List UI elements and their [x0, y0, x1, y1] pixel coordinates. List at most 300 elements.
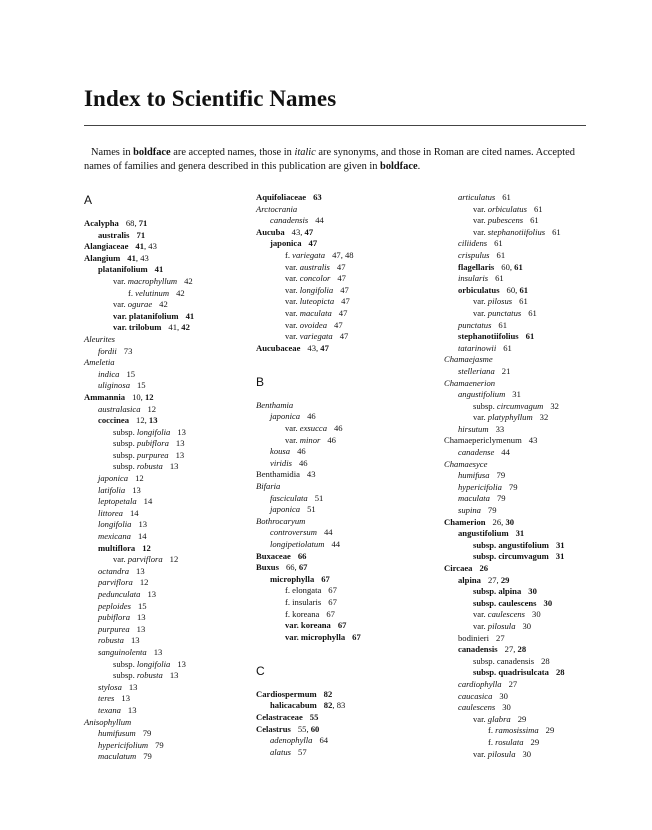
page-numbers: 66, 67 — [285, 562, 308, 573]
index-entry — [84, 740, 274, 752]
entry-name: flagellaris — [458, 261, 495, 272]
index-entry — [84, 218, 274, 230]
index-entry — [84, 230, 274, 242]
entry-name — [128, 288, 169, 298]
intro-text: . — [417, 160, 421, 172]
index-entry — [444, 215, 634, 227]
page-number: 67 — [321, 573, 330, 584]
rank-prefix: var. — [285, 331, 300, 342]
entry-name: longifolia — [98, 519, 132, 530]
index-entry — [256, 724, 446, 736]
page-number: 42 — [181, 322, 190, 333]
entry-name — [473, 714, 511, 724]
epithet: ogurae — [127, 299, 153, 310]
index-entry — [444, 459, 634, 471]
index-entry — [256, 400, 446, 412]
page-numbers — [170, 554, 179, 564]
page-numbers — [495, 273, 504, 283]
entry-name: controversum — [270, 527, 317, 538]
entry-name: Cardiospermum — [256, 688, 317, 699]
page-number: 44 — [315, 215, 324, 226]
page-numbers — [529, 435, 538, 445]
page-numbers — [502, 192, 511, 202]
page-numbers — [556, 551, 565, 561]
index-entry — [256, 620, 446, 632]
index-entry — [444, 424, 634, 436]
page-numbers: 10, 12 — [132, 391, 154, 402]
page-numbers — [324, 689, 333, 699]
entry-name: platanifolium — [98, 264, 148, 275]
rank-prefix: var. — [113, 554, 128, 565]
entry-name: Chamaepericlymenum — [444, 435, 522, 446]
index-entry — [444, 575, 634, 587]
page-number: 55 — [297, 723, 307, 734]
page-number: 47 — [339, 331, 349, 342]
entry-name — [285, 285, 333, 295]
entry-name: robusta — [98, 635, 124, 646]
rank-prefix: f. — [285, 249, 293, 260]
rank-prefix: var. — [285, 423, 300, 433]
entry-name — [473, 621, 516, 631]
rank-prefix: subsp. — [113, 449, 137, 460]
entry-name — [285, 262, 330, 272]
entry-name: peploides — [98, 600, 131, 611]
entry-name: Aucuba — [256, 226, 285, 237]
epithet: luteopicta — [299, 296, 335, 307]
page-numbers — [512, 389, 521, 399]
epithet: ramosissima — [495, 725, 539, 736]
entry-name — [113, 450, 169, 460]
page-numbers — [488, 505, 497, 515]
epithet: platyphyllum — [487, 412, 533, 423]
entry-name: Arctocrania — [256, 203, 298, 214]
page-numbers — [176, 450, 185, 460]
page-number: 61 — [514, 261, 523, 272]
entry-name: tatarinowii — [458, 342, 497, 353]
entry-name: purpurea — [98, 623, 130, 634]
page-number: 42 — [176, 287, 185, 298]
page-numbers — [334, 423, 343, 433]
page-numbers: 47, 48 — [332, 249, 354, 260]
entry-name: Bifaria — [256, 480, 281, 491]
index-entry — [84, 751, 274, 763]
entry-name: sanguinolenta — [98, 646, 147, 657]
page-number: 43 — [307, 342, 316, 353]
epithet: longifolia — [136, 658, 171, 669]
page-number: 47 — [341, 296, 350, 307]
entry-name — [285, 423, 327, 433]
epithet: circumvagum — [496, 400, 544, 411]
page-numbers — [131, 635, 140, 645]
index-entry — [444, 296, 634, 308]
page-number: 46 — [297, 446, 306, 457]
page-number: 29 — [545, 725, 555, 736]
entry-name: adenophylla — [270, 735, 313, 746]
page-numbers — [339, 308, 348, 318]
page-number: 27 — [504, 644, 514, 655]
index-entry — [444, 401, 634, 413]
entry-name: kousa — [270, 446, 291, 457]
page-numbers — [509, 482, 518, 492]
page-number: 28 — [517, 644, 527, 655]
rank-prefix: var. — [285, 296, 300, 307]
page-numbers — [502, 366, 511, 376]
entry-name: Celastrus — [256, 723, 291, 734]
page-numbers — [137, 380, 146, 390]
page-number: 47 — [320, 342, 329, 353]
page-numbers — [528, 308, 537, 318]
index-column-1 — [84, 192, 274, 763]
index-entry — [84, 450, 274, 462]
entry-name: bodinieri — [458, 632, 490, 643]
index-entry — [444, 633, 634, 645]
page-number: 66 — [285, 562, 295, 573]
epithet: pubiflora — [136, 438, 169, 449]
index-entry — [444, 609, 634, 621]
page-number: 41 — [154, 264, 164, 275]
page-number: 67 — [328, 596, 337, 607]
page-numbers — [337, 273, 346, 283]
rank-prefix: var. — [113, 275, 128, 286]
page-number: 30 — [499, 690, 508, 701]
page-number: 30 — [505, 516, 515, 527]
index-entry — [256, 411, 446, 423]
page-numbers — [519, 296, 528, 306]
entry-name — [488, 725, 539, 735]
page-numbers — [503, 343, 512, 353]
rank-prefix: var. — [473, 215, 488, 226]
page-number: 48 — [345, 249, 354, 260]
page-number: 61 — [498, 319, 508, 330]
entry-name: canadensis — [458, 644, 498, 655]
index-entry — [84, 682, 274, 694]
rank-prefix: var. — [473, 748, 488, 759]
index-entry — [444, 528, 634, 540]
page-numbers — [121, 693, 130, 703]
index-entry — [444, 412, 634, 424]
page-numbers — [550, 401, 559, 411]
page-numbers — [509, 679, 518, 689]
index-entry — [84, 311, 274, 323]
index-entry — [84, 485, 274, 497]
entry-name: maculatum — [98, 751, 137, 762]
page-number: 13 — [138, 519, 148, 530]
index-entry — [84, 473, 274, 485]
entry-name: subsp. alpina — [473, 586, 522, 597]
entry-name: teres — [98, 693, 115, 704]
page-numbers — [540, 412, 549, 422]
page-numbers: 60, 61 — [501, 261, 523, 272]
index-entry — [444, 470, 634, 482]
index-entry — [256, 712, 446, 724]
index-entry — [444, 262, 634, 274]
page-numbers — [315, 493, 324, 503]
page-numbers — [154, 647, 163, 657]
entry-name: Buxus — [256, 562, 279, 573]
page-numbers — [531, 737, 540, 747]
index-entry — [256, 551, 446, 563]
page-number: 21 — [501, 365, 511, 376]
rank-prefix: var. — [473, 296, 488, 307]
entry-name: Chamaenerion — [444, 377, 496, 388]
page-number: 61 — [519, 284, 529, 295]
entry-name — [113, 554, 163, 564]
index-entry — [84, 728, 274, 740]
epithet: velutinum — [135, 287, 170, 298]
page-numbers — [556, 540, 565, 550]
epithet: pilosula — [487, 748, 516, 759]
index-entry — [256, 273, 446, 285]
page-number: 12 — [142, 542, 151, 553]
index-entry — [84, 404, 274, 416]
entry-name: angustifolium — [458, 389, 506, 400]
index-entry — [444, 308, 634, 320]
entry-name: leptopetala — [98, 496, 137, 507]
page-numbers: 12, 13 — [136, 415, 158, 426]
page-numbers: 41, 42 — [168, 322, 190, 333]
page-numbers — [340, 285, 349, 295]
page-numbers — [176, 438, 185, 448]
page-number: 13 — [136, 565, 145, 576]
index-entry — [444, 667, 634, 679]
page-numbers — [327, 435, 336, 445]
page-number: 41 — [185, 310, 195, 321]
page-title: Index to Scientific Names — [84, 86, 337, 111]
epithet: orbiculatus — [487, 203, 527, 214]
index-entry — [256, 493, 446, 505]
page-numbers — [170, 670, 179, 680]
index-entry — [256, 632, 446, 644]
index-entry — [84, 276, 274, 288]
page-numbers — [338, 620, 347, 630]
index-entry — [256, 562, 446, 574]
index-entry — [256, 204, 446, 216]
entry-name: australis — [98, 229, 130, 240]
page-number: 30 — [522, 620, 532, 631]
entry-name: japonica — [270, 238, 302, 249]
page-numbers — [499, 691, 508, 701]
page-numbers: 60, 61 — [506, 284, 529, 295]
entry-name: uliginosa — [98, 380, 130, 391]
page-number: 61 — [528, 307, 537, 318]
page-numbers — [552, 227, 561, 237]
index-entry — [256, 458, 446, 470]
page-numbers — [129, 682, 138, 692]
page-numbers — [523, 621, 532, 631]
entry-name: multiflora — [98, 542, 136, 553]
page-number: 41 — [135, 241, 144, 252]
intro-text: are synonyms, and those in Roman are cited names. Accepted names of families and genera described in this publication are given in — [84, 147, 575, 172]
page-numbers — [186, 311, 195, 321]
entry-name: var. trilobum — [113, 322, 162, 333]
index-entry — [84, 253, 274, 265]
page-number: 43 — [528, 435, 538, 446]
index-entry — [84, 264, 274, 276]
page-numbers — [534, 204, 543, 214]
rank-prefix: var. — [285, 261, 300, 272]
index-entry — [84, 322, 274, 334]
page-number: 13 — [128, 681, 138, 692]
entry-name: subsp. caulescens — [473, 597, 537, 608]
index-entry — [84, 519, 274, 531]
index-entry — [256, 597, 446, 609]
entry-name: octandra — [98, 565, 130, 576]
page-number: 30 — [528, 586, 537, 597]
rank-prefix: f. — [488, 736, 496, 747]
page-number: 15 — [137, 600, 147, 611]
page-number: 13 — [132, 484, 141, 495]
epithet: punctatus — [487, 307, 522, 318]
page-number: 13 — [153, 646, 163, 657]
page-numbers — [143, 751, 152, 761]
page-number: 47 — [332, 249, 341, 260]
entry-name: indica — [98, 368, 120, 379]
index-entry — [444, 447, 634, 459]
page-numbers — [132, 485, 141, 495]
index-entry — [256, 481, 446, 493]
page-numbers: 27, 29 — [487, 574, 510, 585]
index-entry — [84, 334, 274, 346]
rank-prefix: var. — [473, 307, 488, 318]
index-entry — [84, 496, 274, 508]
page-number: 33 — [495, 423, 505, 434]
index-entry — [84, 288, 274, 300]
epithet: pilosus — [487, 296, 513, 307]
index-entry — [256, 285, 446, 297]
page-number: 41 — [127, 252, 136, 263]
index-entry — [84, 612, 274, 624]
page-numbers — [138, 601, 147, 611]
rank-prefix: subsp. — [113, 658, 137, 669]
epithet: ovoidea — [299, 319, 328, 330]
entry-name: articulatus — [458, 192, 496, 202]
page-number: 64 — [319, 735, 329, 746]
entry-name: fordii — [98, 345, 117, 356]
entry-name: longipetiolatum — [270, 538, 325, 549]
entry-name — [473, 227, 545, 237]
entry-name — [285, 308, 332, 318]
page-number: 32 — [539, 412, 549, 423]
page-number: 13 — [127, 704, 137, 715]
page-number: 47 — [337, 273, 346, 284]
page-number: 31 — [555, 539, 565, 550]
page-number: 46 — [334, 423, 343, 433]
page-numbers — [309, 238, 318, 248]
page-numbers — [137, 230, 146, 240]
page-number: 13 — [175, 438, 185, 449]
page-number: 61 — [494, 238, 503, 249]
section-letter: A — [84, 193, 93, 207]
page-number: 66 — [297, 550, 307, 561]
index-entry — [444, 517, 634, 529]
entry-name: Bothrocaryum — [256, 515, 306, 526]
rank-prefix: subsp. — [113, 670, 137, 681]
index-entry — [84, 392, 274, 404]
entry-name: maculata — [458, 493, 490, 504]
index-entry — [256, 609, 446, 621]
index-entry — [444, 505, 634, 517]
entry-name: Celastraceae — [256, 711, 303, 722]
entry-name: caulescens — [458, 702, 496, 713]
title-rule — [84, 125, 586, 126]
rank-prefix: var. — [285, 284, 300, 295]
page-numbers — [502, 702, 511, 712]
entry-name — [473, 204, 527, 214]
entry-name: mexicana — [98, 531, 131, 542]
page-number: 67 — [298, 562, 308, 573]
page-numbers — [494, 238, 503, 248]
epithet: minor — [299, 434, 321, 445]
index-entry — [84, 670, 274, 682]
entry-name: f. elongata — [285, 585, 322, 596]
entry-name: viridis — [270, 457, 292, 468]
page-numbers: 43, 47 — [291, 226, 314, 237]
intro-text: italic — [294, 147, 316, 158]
index-entry — [84, 647, 274, 659]
page-number: 27 — [487, 574, 497, 585]
page-number: 79 — [142, 728, 152, 739]
entry-name — [113, 427, 170, 437]
entry-name: orbiculatus — [458, 284, 500, 295]
page-number: 79 — [143, 751, 152, 762]
index-entry — [444, 679, 634, 691]
entry-name: fasciculata — [270, 492, 308, 503]
page-number: 44 — [331, 538, 341, 549]
page-numbers — [128, 705, 137, 715]
entry-name: Ameletia — [84, 357, 115, 368]
page-number: 47 — [336, 261, 346, 272]
page-numbers — [130, 508, 139, 518]
page-number: 13 — [148, 415, 158, 426]
page-numbers — [155, 264, 164, 274]
entry-name: stelleriana — [458, 365, 495, 376]
section-letter: B — [256, 374, 265, 389]
rank-prefix: subsp. — [113, 438, 137, 449]
page-number: 29 — [530, 736, 540, 747]
page-number: 79 — [496, 493, 506, 504]
entry-name — [473, 215, 523, 225]
entry-name: Circaea — [444, 563, 473, 573]
page-number: 13 — [177, 426, 186, 437]
index-entry — [444, 343, 634, 355]
page-numbers — [177, 427, 186, 437]
entry-name: pedunculata — [98, 589, 141, 599]
page-number: 67 — [328, 585, 337, 596]
index-entry — [444, 714, 634, 726]
page-number: 30 — [543, 597, 553, 608]
page-numbers — [326, 609, 335, 619]
index-entry — [444, 551, 634, 563]
rank-prefix: var. — [285, 434, 300, 445]
page-number: 79 — [487, 505, 497, 516]
page-number: 13 — [177, 658, 186, 669]
page-number: 13 — [130, 635, 140, 646]
entry-name: subsp. quadrisulcata — [473, 667, 549, 678]
entry-name: humifusa — [458, 470, 490, 481]
entry-name: Ammannia — [84, 391, 126, 402]
epithet: longifolia — [299, 284, 334, 295]
entry-name: subsp. canadensis — [473, 655, 535, 666]
entry-name — [285, 250, 325, 260]
page-numbers — [516, 528, 525, 538]
page-number: 47 — [304, 226, 314, 237]
index-entry — [256, 585, 446, 597]
page-number: 30 — [502, 702, 511, 713]
entry-name — [473, 308, 521, 318]
entry-name: pubiflora — [98, 612, 130, 623]
page-numbers — [523, 749, 532, 759]
entry-name: Alangiaceae — [84, 241, 129, 252]
